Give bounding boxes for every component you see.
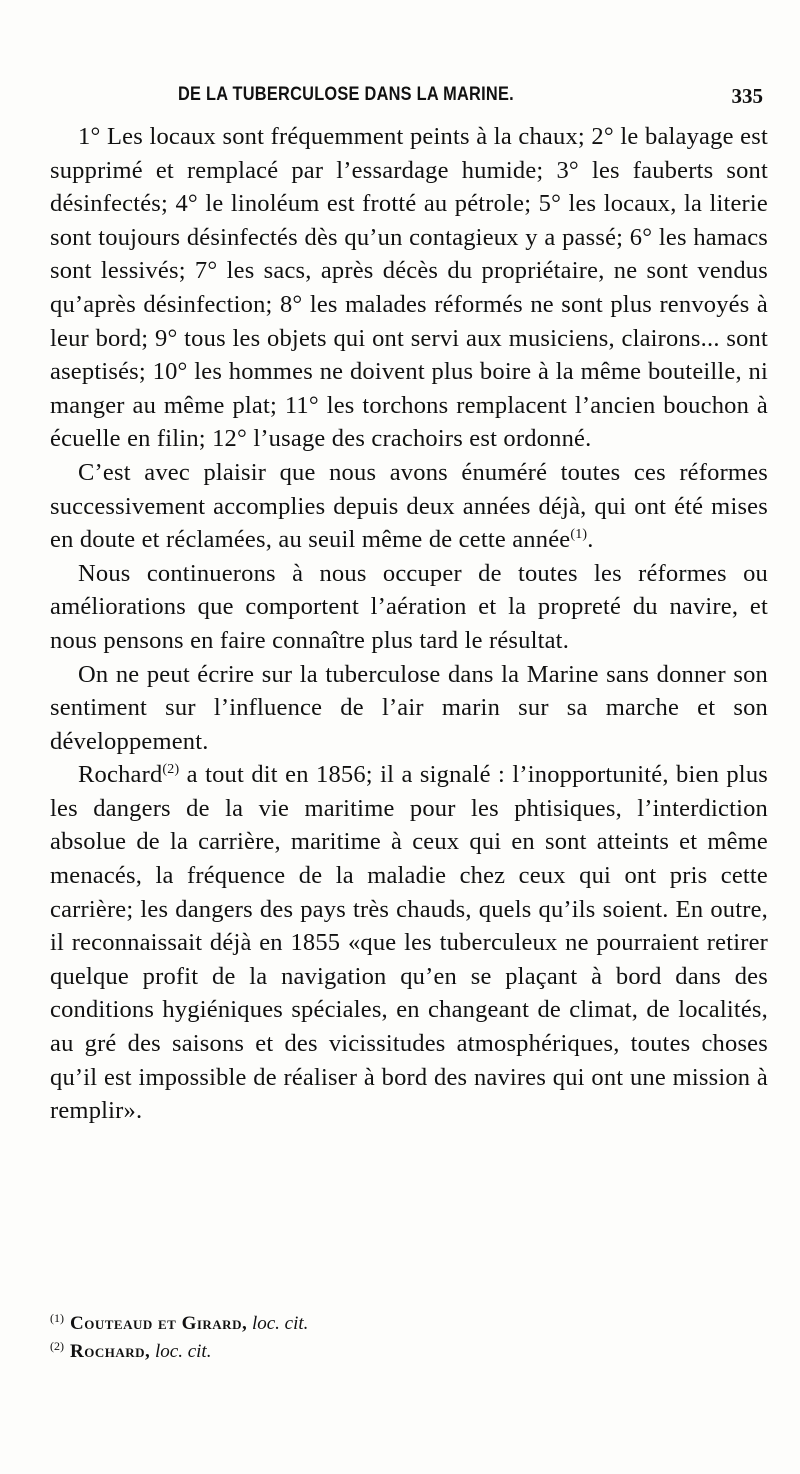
paragraph-text: Nous continuerons à nous occuper de toutes les réformes ou améliorations que comportent l’aération et la propreté du navire, et nous pensons en faire connaître plus tard le résultat. xyxy=(50,559,768,654)
paragraph-rochard xyxy=(50,758,768,1128)
running-header xyxy=(178,84,763,114)
paragraph-text: 1° Les locaux sont fréquemment peints à la chaux; 2° le balayage est supprimé et remplacé par l’essardage humide; 3° les fauberts sont désinfectés; 4° le linoléum est frotté au pétrole; 5° les locaux, la literie sont toujours désinfectés dès qu’un contagieux y a passé; 6° les hamacs sont lessivés; 7° les sacs, après décès du propriétaire, ne sont vendus qu’après désinfection; 8° les malades réformés ne sont plus renvoyés à leur bord; 9° tous les objets qui ont servi aux musiciens, clairons... sont aseptisés; 10° les hommes ne doivent plus boire à la même bouteille, ni manger au même plat; 11° les torchons remplacent l’ancien bouchon à écuelle en filin; 12° l’usage des crachoirs est ordonné. xyxy=(50,123,768,453)
paragraph-text: . xyxy=(587,526,594,554)
footnote-citation: loc. cit. xyxy=(155,1341,212,1362)
main-text xyxy=(50,120,768,1128)
paragraph-text: Rochard xyxy=(78,761,163,789)
footnote-mark: (2) xyxy=(50,1339,64,1353)
footnote-reference: (1) xyxy=(570,527,588,543)
footnote-reference: (2) xyxy=(162,762,180,778)
footnote-author: Couteaud et Girard, xyxy=(70,1313,248,1334)
footnotes xyxy=(50,1310,750,1366)
page-number: 335 xyxy=(731,84,763,108)
paragraph-text: On ne peut écrire sur la tuberculose dans la Marine sans donner son sentiment sur l’influence de l’air marin sur sa marche et son développement. xyxy=(50,660,768,755)
footnote-author: Rochard, xyxy=(70,1341,151,1362)
footnote-2 xyxy=(50,1338,750,1366)
running-title: DE LA TUBERCULOSE DANS LA MARINE. xyxy=(178,84,514,105)
footnote-mark: (1) xyxy=(50,1311,64,1325)
paragraph-text: a tout dit en 1856; il a signalé : l’inopportunité, bien plus les dangers de la vie maritime pour les phtisiques, l’interdiction absolue de la carrière, maritime à ceux qui en sont atteints et même menacés, la fréquence de la maladie chez ceux qui ont pris cette carrière; les dangers des pays très chauds, quels qu’ils soient. En outre, il reconnaissait déjà en 1855 «que les tuberculeux ne pourraient retirer quelque profit de la navigation qu’en se plaçant à bord dans des conditions hygiéniques spéciales, en changeant de climat, de localités, au gré des saisons et des vicissitudes atmosphériques, toutes choses qu’il est impossible de réaliser à bord des navires qui ont une mission à remplir». xyxy=(50,761,768,1125)
paragraph-ventilation xyxy=(50,557,768,658)
paragraph-text: C’est avec plaisir que nous avons énuméré toutes ces réformes successivement accomplies depuis deux années déjà, qui ont été mises en doute et réclamées, au seuil même de cette année xyxy=(50,458,768,554)
paragraph-sea-air xyxy=(50,658,768,759)
paragraph-reforms-summary xyxy=(50,456,768,557)
footnote-citation: loc. cit. xyxy=(251,1313,309,1334)
footnote-1 xyxy=(50,1310,750,1338)
paragraph-reforms-list xyxy=(50,120,768,456)
